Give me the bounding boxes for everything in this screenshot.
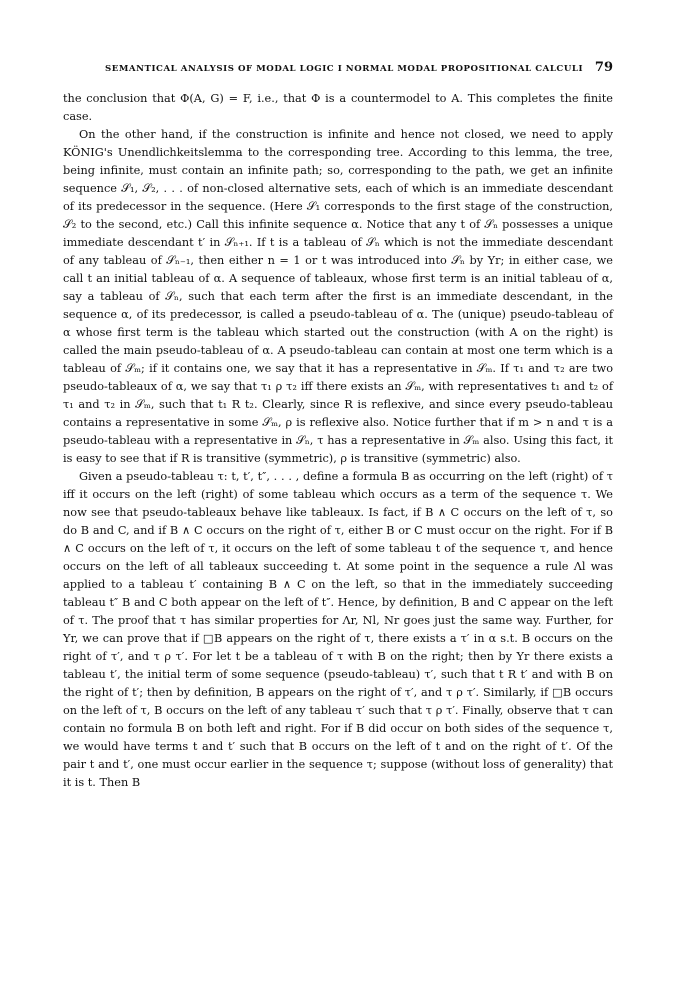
paragraph: On the other hand, if the construction is infinite and hence not closed, we need to apply KÖNIG's Unendlichkeitslemma to the corresponding tree. According to this lemma, the tree, being infinite, must contain an infinite path; so, corresponding to the path, we get an infinite sequence 𝒮₁, 𝒮₂, . . . of non-closed alternative sets, each of which is an immediate descendant of its predecessor in the sequence. (Here 𝒮₁ corresponds to the first stage of the construction, 𝒮₂ to the second, etc.) Call this infinite sequence α. Notice that any t of 𝒮ₙ possesses a unique immediate descendant t′ in 𝒮ₙ₊₁. If t is a tableau of 𝒮ₙ which is not the immediate descendant of any tableau of 𝒮ₙ₋₁, then either n = 1 or t was introduced into 𝒮ₙ by Yr; in either case, we call t an initial tableau of α. A sequence of tableaux, whose first term is an initial tableau of α, say a tableau of 𝒮ₙ, such that each term after the first is an immediate descendant, in the sequence α, of its predecessor, is called a pseudo-tableau of α. The (unique) pseudo-tableau of α whose first term is the tableau which started out the construction (with A on the right) is called the main pseudo-tableau of α. A pseudo-tableau can contain at most one term which is a tableau of 𝒮ₘ; if it contains one, we say that it has a representative in 𝒮ₘ. If τ₁ and τ₂ are two pseudo-tableaux of α, we say that τ₁ ρ τ₂ iff there exists an 𝒮ₘ, with representatives t₁ and t₂ of τ₁ and τ₂ in 𝒮ₘ, such that t₁ R t₂. Clearly, since R is reflexive, and since every pseudo-tableau contains a representative in some 𝒮ₘ, ρ is reflexive also. Notice further that if m > n and τ is a pseudo-tableau with a representative in 𝒮ₙ, τ has a representative in 𝒮ₘ also. Using this fact, it is easy to see that if R is transitive (symmetric), ρ is transitive (symmetric) also.: [63, 128, 613, 465]
page-header: [63, 60, 613, 80]
paragraph: Given a pseudo-tableau τ: t, t′, t″, . . . , define a formula B as occurring on the left (right) of τ iff it occurs on the left (right) of some tableau which occurs as a term of the sequence τ. We now see that pseudo-tableaux behave like tableaux. Is fact, if B ∧ C occurs on the left of τ, so do B and C, and if B ∧ C occurs on the right of τ, either B or C must occur on the right. For if B ∧ C occurs on the left of τ, it occurs on the left of some tableau t of the sequence τ, and hence occurs on the left of all tableaux succeeding t. At some point in the sequence a rule Λl was applied to a tableau t′ containing B ∧ C on the left, so that in the immediately succeeding tableau t″ B and C both appear on the left of t″. Hence, by definition, B and C appear on the left of τ. The proof that τ has similar properties for Λr, Nl, Nr goes just the same way. Further, for Yr, we can prove that if □B appears on the right of τ, there exists a τ′ in α s.t. B occurs on the right of τ′, and τ ρ τ′. For let t be a tableau of τ with B on the right; then by Yr there exists a tableau t′, the initial term of some sequence (pseudo-tableau) τ′, such that t R t′ and with B on the right of t′; then by definition, B appears on the right of τ′, and τ ρ τ′. Similarly, if □B occurs on the left of τ, B occurs on the left of any tableau τ′ such that τ ρ τ′. Finally, observe that τ can contain no formula B on both left and right. For if B did occur on both sides of the sequence τ, we would have terms t and t′ such that B occurs on the left of t and on the right of t′. Of the pair t and t′, one must occur earlier in the sequence τ; suppose (without loss of generality) that it is t. Then B: [63, 470, 613, 789]
body-text: [63, 90, 613, 792]
page-number: 79: [594, 60, 613, 75]
running-head: SEMANTICAL ANALYSIS OF MODAL LOGIC I NORMAL MODAL PROPOSITIONAL CALCULI: [105, 64, 584, 74]
paragraph: the conclusion that Φ(A, G) = F, i.e., that Φ is a countermodel to A. This completes the finite case.: [63, 92, 613, 123]
